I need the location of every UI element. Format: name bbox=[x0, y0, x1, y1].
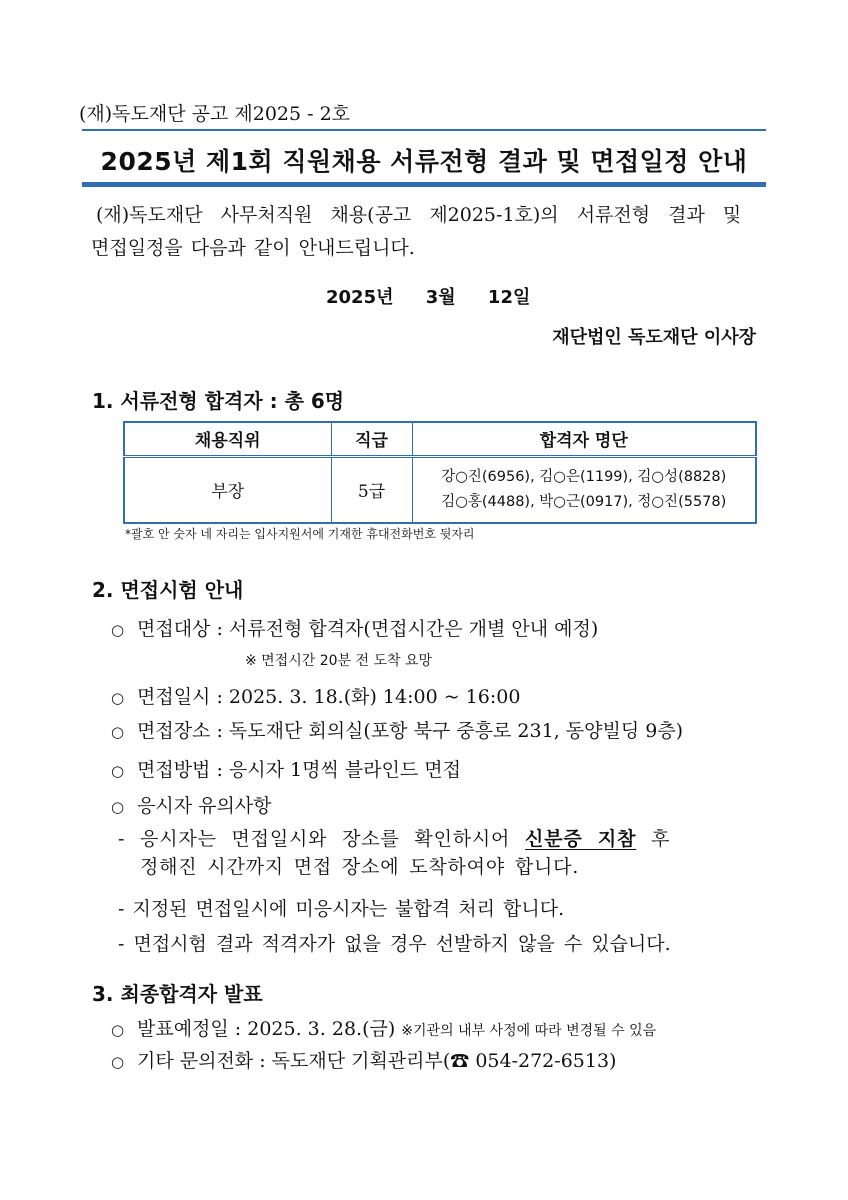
intro-line-2: 면접일정을 다음과 같이 안내드립니다. bbox=[91, 237, 415, 259]
announcement-note: ※기관의 내부 사정에 따라 변경될 수 있음 bbox=[401, 1023, 657, 1039]
list-item bbox=[111, 1046, 616, 1073]
bullet-icon: ○ bbox=[111, 723, 125, 741]
bullet-icon: ○ bbox=[111, 798, 125, 816]
list-item bbox=[111, 1014, 656, 1041]
header-grade: 직급 bbox=[331, 422, 412, 456]
notice-number: (재)독도재단 공고 제2025 - 2호 bbox=[79, 103, 351, 125]
interview-target: 면접대상 : 서류전형 합격자(면접시간은 개별 안내 예정) bbox=[137, 618, 599, 640]
caution-1 bbox=[118, 824, 670, 851]
title-bar bbox=[82, 129, 766, 187]
announcement-date: 발표예정일 : 2025. 3. 28.(금) bbox=[137, 1018, 396, 1040]
cell-grade: 5급 bbox=[331, 456, 412, 523]
caution-1-emphasis: 신분증 지참 bbox=[525, 828, 637, 850]
bullet-icon: ○ bbox=[111, 1053, 125, 1071]
table-header-row bbox=[124, 422, 756, 456]
issuer: 재단법인 독도재단 이사장 bbox=[552, 327, 756, 348]
intro-line-1: (재)독도재단 사무처직원 채용(공고 제2025-1호)의 서류전형 결과 및 bbox=[96, 204, 742, 226]
caution-3: - 면접시험 결과 적격자가 없을 경우 선발하지 않을 수 있습니다. bbox=[118, 933, 671, 955]
bullet-icon: ○ bbox=[111, 762, 125, 780]
cell-position: 부장 bbox=[124, 456, 331, 523]
page-title: 2025년 제1회 직원채용 서류전형 결과 및 면접일정 안내 bbox=[100, 147, 748, 176]
table-footnote: *괄호 안 숫자 네 자리는 입사지원서에 기재한 휴대전화번호 뒷자리 bbox=[125, 527, 475, 541]
bullet-icon: ○ bbox=[111, 1021, 125, 1039]
contact-phone: 기타 문의전화 : 독도재단 기획관리부(☎ 054-272-6513) bbox=[137, 1050, 617, 1072]
interview-location: 면접장소 : 독도재단 회의실(포항 북구 중흥로 231, 동양빌딩 9층) bbox=[137, 720, 684, 742]
caution-1-after: 후 bbox=[651, 828, 671, 850]
bullet-icon: ○ bbox=[111, 621, 125, 639]
list-item bbox=[111, 755, 461, 782]
interview-method: 면접방법 : 응시자 1명씩 블라인드 면접 bbox=[137, 759, 461, 781]
list-item bbox=[111, 682, 520, 709]
caution-1-continued: 정해진 시간까지 면접 장소에 도착하여야 합니다. bbox=[140, 856, 580, 878]
names-line-2: 김○홍(4488), 박○근(0917), 정○진(5578) bbox=[441, 494, 727, 510]
arrival-note: ※ 면접시간 20분 전 도착 요망 bbox=[245, 653, 433, 669]
notice-date: 2025년 3월 12일 bbox=[326, 287, 531, 308]
header-position: 채용직위 bbox=[124, 422, 331, 456]
applicant-cautions-heading: 응시자 유의사항 bbox=[137, 795, 272, 817]
applicant-table bbox=[123, 421, 757, 524]
interview-datetime: 면접일시 : 2025. 3. 18.(화) 14:00 ~ 16:00 bbox=[137, 686, 521, 708]
list-item bbox=[111, 614, 598, 641]
bullet-icon: ○ bbox=[111, 689, 125, 707]
caution-2: - 지정된 면접일시에 미응시자는 불합격 처리 합니다. bbox=[118, 898, 565, 920]
section-2-title: 2. 면접시험 안내 bbox=[92, 578, 244, 602]
caution-1-text: - 응시자는 면접일시와 장소를 확인하시어 bbox=[118, 828, 511, 850]
names-line-1: 강○진(6956), 김○은(1199), 김○성(8828) bbox=[441, 469, 727, 485]
table-row bbox=[124, 456, 756, 523]
section-1-title: 1. 서류전형 합격자 : 총 6명 bbox=[92, 389, 345, 413]
list-item bbox=[111, 791, 272, 818]
section-3-title: 3. 최종합격자 발표 bbox=[92, 982, 263, 1006]
header-names: 합격자 명단 bbox=[412, 422, 756, 456]
list-item bbox=[111, 716, 683, 743]
cell-names bbox=[412, 456, 756, 523]
